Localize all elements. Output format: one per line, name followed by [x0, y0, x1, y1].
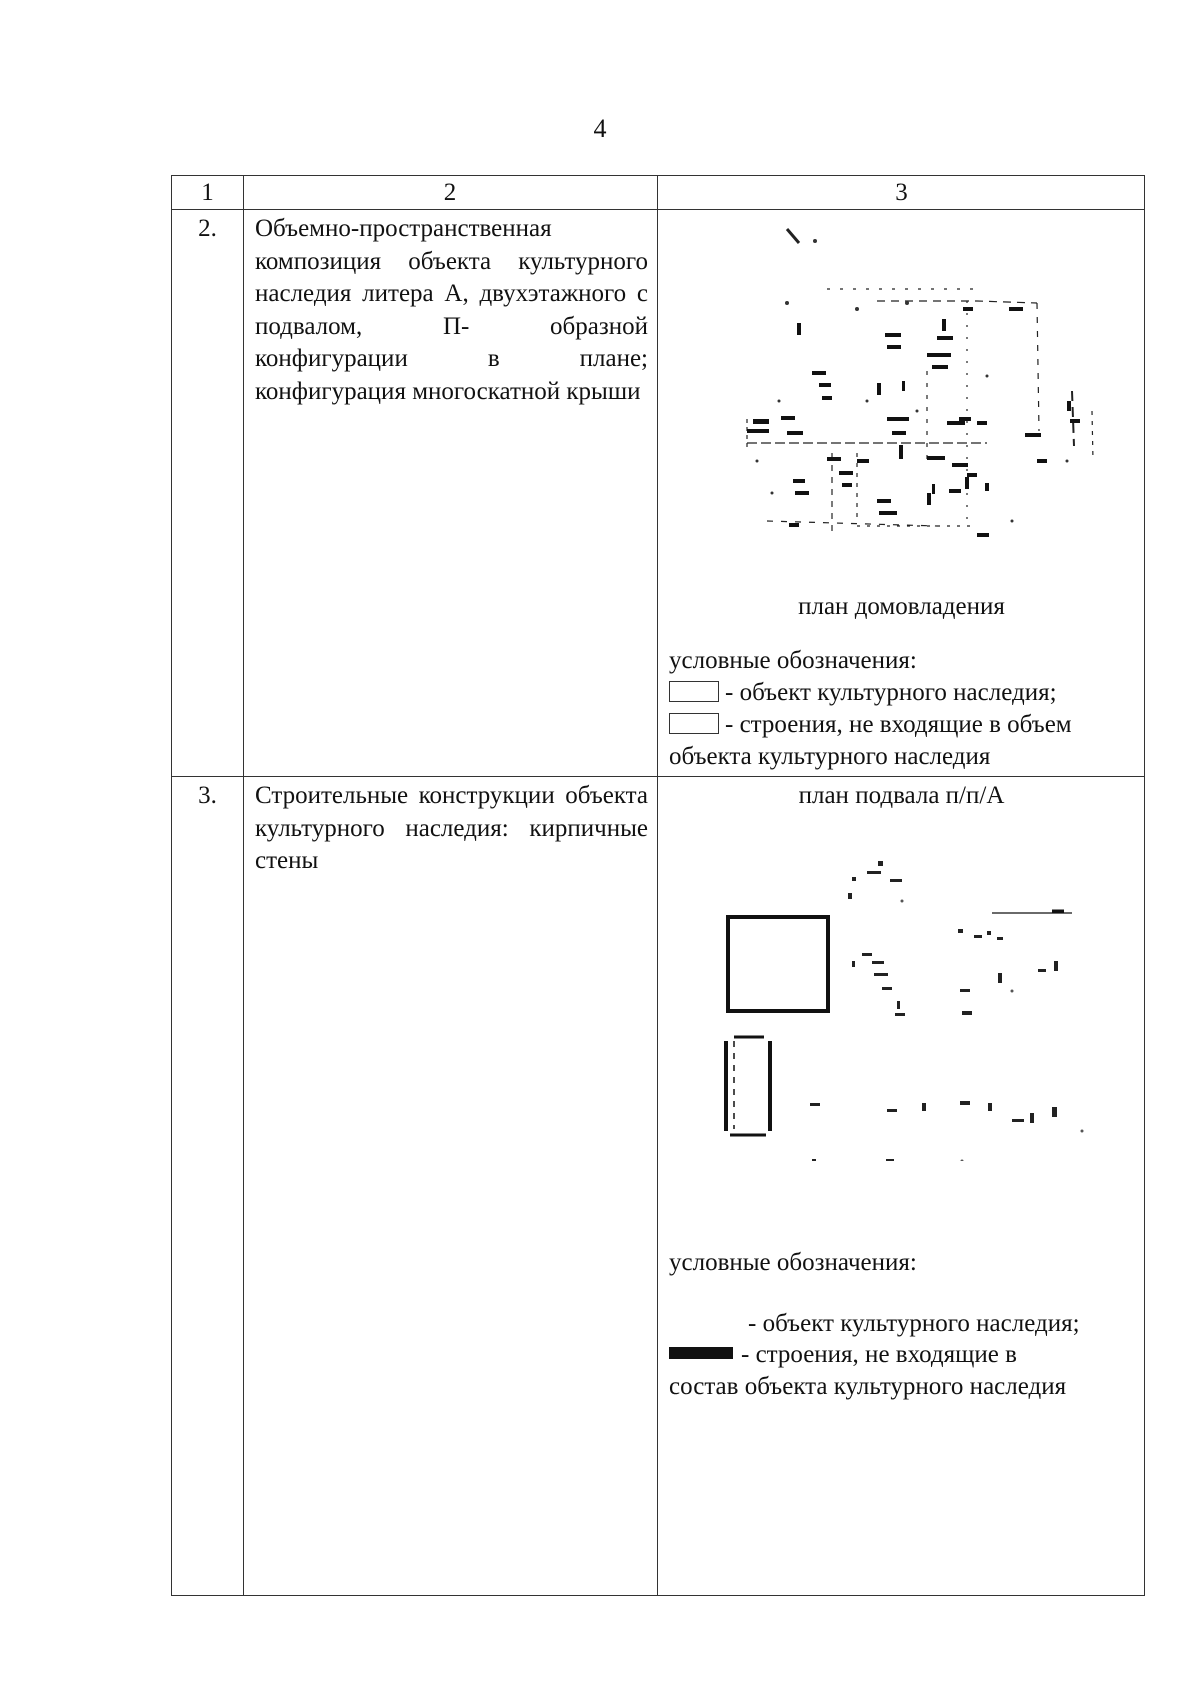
other-building-outline-swatch [669, 713, 719, 734]
column-divider [243, 176, 244, 1595]
basement-plan-drawing [712, 841, 1102, 1161]
legend-item-label: - строения, не входящие в объем [725, 711, 1072, 738]
plan-caption: план подвала п/п/А [798, 782, 1005, 809]
heritage-outline-swatch [669, 681, 719, 702]
row-number: 2. [198, 215, 217, 242]
legend-item-label: - объект культурного наследия; [725, 679, 1057, 706]
header-cell-3: 3 [895, 179, 908, 206]
legend-item [669, 709, 1072, 741]
heritage-table [171, 175, 1145, 1596]
legend-item-continuation: объекта культурного наследия [669, 743, 991, 770]
legend-item [669, 677, 1057, 709]
row-description: Строительные конструкции объекта культурного наследия: кирпичные стены [255, 782, 648, 874]
legend-item [669, 1339, 1017, 1371]
legend-title: условные обозначения: [669, 647, 917, 674]
other-building-solid-swatch [669, 1347, 733, 1359]
header-cell-1: 1 [201, 179, 214, 206]
header-divider [172, 209, 1144, 210]
page-number: 4 [593, 114, 607, 143]
row-divider [172, 776, 1144, 777]
legend-item: - объект культурного наследия; [748, 1310, 1080, 1337]
legend-title: условные обозначения: [669, 1249, 917, 1276]
header-cell-2: 2 [443, 179, 457, 206]
legend-item-continuation: состав объекта культурного наследия [669, 1373, 1067, 1400]
row-description: Объемно-пространственная композиция объекта культурного наследия литера А, двухэтажного с подвалом, П- образной конфигурации в плане; конфигурация многоскатной крыши [255, 215, 648, 405]
legend-item-label: - строения, не входящие в [741, 1341, 1017, 1368]
plan-caption: план домовладения [798, 593, 1005, 620]
row-number: 3. [198, 782, 217, 809]
household-plan-drawing [727, 221, 1107, 551]
column-divider [657, 176, 658, 1595]
